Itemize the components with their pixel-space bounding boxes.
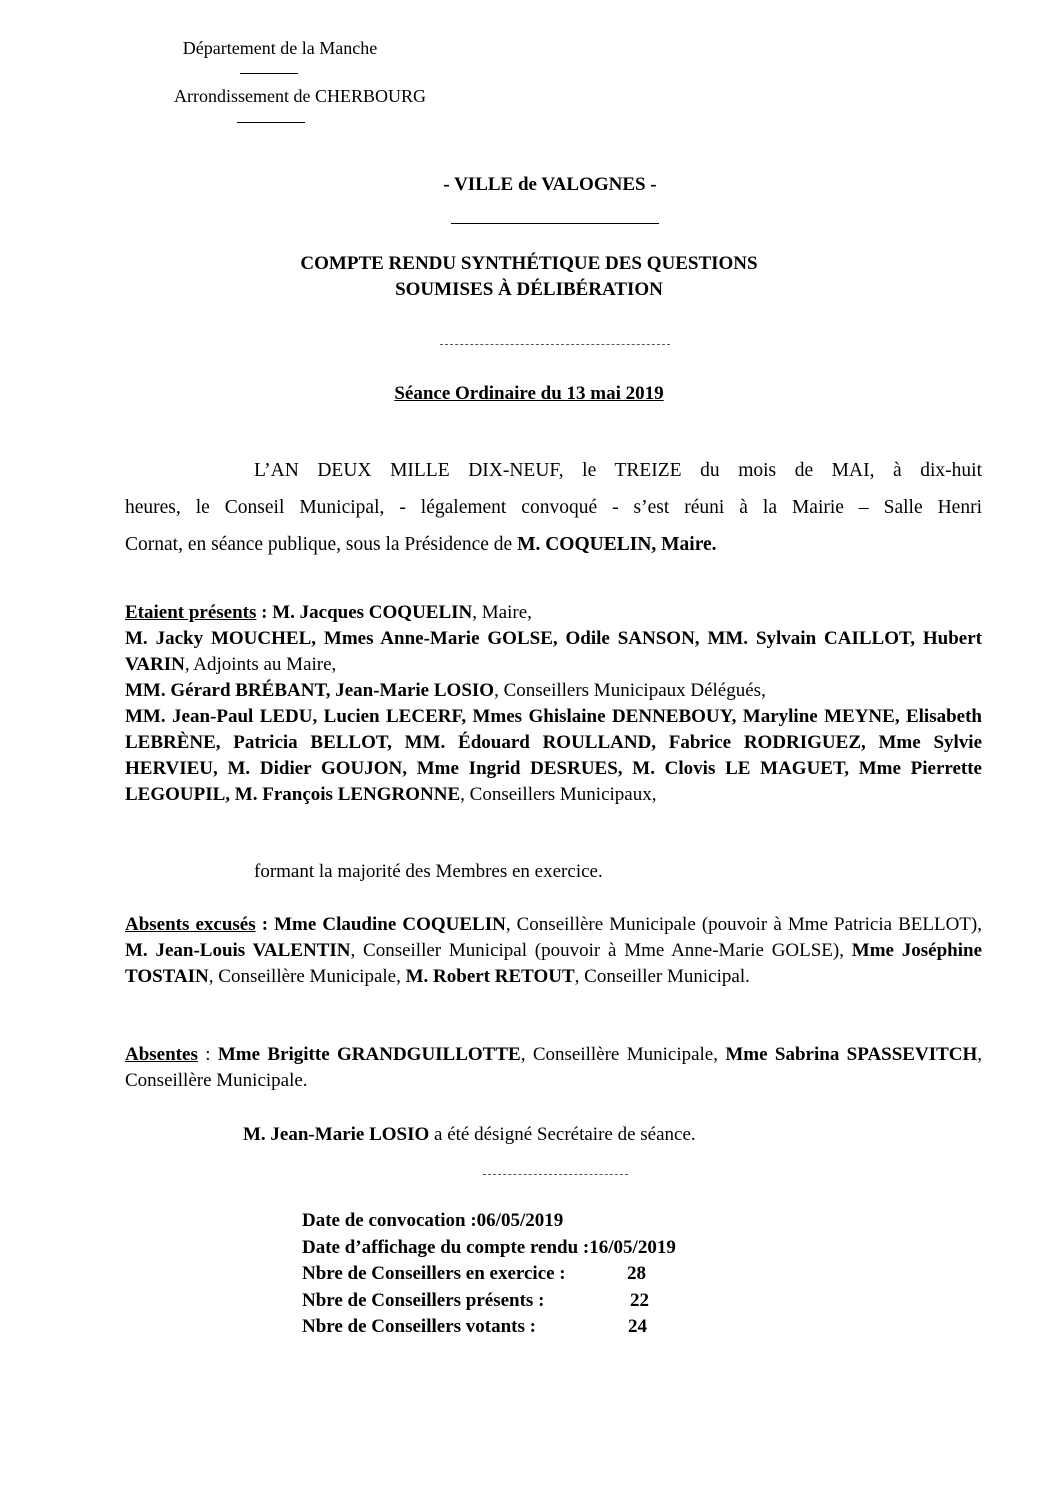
present-mayor-role: , Maire, bbox=[472, 602, 532, 623]
present-delegates: MM. Gérard BRÉBANT, Jean-Marie LOSIO bbox=[125, 680, 495, 701]
town-title: - VILLE de VALOGNES - bbox=[443, 174, 657, 195]
absent-name-1: Mme Brigitte GRANDGUILLOTTE bbox=[217, 1044, 521, 1065]
absent-text-2: , Conseillère Municipale. bbox=[125, 1044, 983, 1091]
summary-value: 06/05/2019 bbox=[476, 1210, 564, 1231]
majority-text: formant la majorité des Membres en exercice. bbox=[254, 861, 603, 882]
present-deputies: M. Jacky MOUCHEL, Mmes Anne-Marie GOLSE, Odile SANSON, MM. Sylvain CAILLOT, Hubert VARIN bbox=[125, 628, 982, 675]
present-deputies-role: , Adjoints au Maire, bbox=[184, 654, 337, 675]
summary-row-posting bbox=[302, 1235, 676, 1262]
summary-label: Nbre de Conseillers présents : bbox=[302, 1289, 545, 1311]
present-councillors: MM. Jean-Paul LEDU, Lucien LECERF, Mmes Ghislaine DENNEBOUY, Maryline MEYNE, Elisabeth LEBRÈNE, Patricia BELLOT, MM. Édouard ROULLAND, Fabrice RODRIGUEZ, Mme Sylvie HERVIEU, M. Didier GOUJON, Mme Ingrid DESRUES, M. Clovis LE MAGUET, Mme Pierrette LEGOUPIL, M. François LENGRONNE bbox=[125, 706, 982, 805]
present-councillors-role: , Conseillers Municipaux, bbox=[460, 784, 657, 805]
session-title: Séance Ordinaire du 13 mai 2019 bbox=[394, 383, 664, 404]
intro-line-3 bbox=[125, 526, 982, 563]
present-line-3 bbox=[125, 678, 982, 704]
present-delegates-role: , Conseillers Municipaux Délégués, bbox=[494, 680, 766, 701]
present-mayor: M. Jacques COQUELIN bbox=[272, 602, 473, 623]
arrondissement-label: Arrondissement de CHERBOURG bbox=[174, 86, 426, 106]
document-title-line2: SOUMISES À DÉLIBÉRATION bbox=[395, 279, 663, 300]
excused-text-3: , Conseillère Municipale, bbox=[208, 966, 406, 987]
excused-name-4: M. Robert RETOUT bbox=[405, 966, 575, 987]
secretary-separator bbox=[483, 1174, 628, 1175]
summary-label: Date d’affichage du compte rendu : bbox=[302, 1236, 590, 1258]
intro-paragraph bbox=[125, 452, 982, 563]
absent-sep: : bbox=[197, 1044, 218, 1065]
summary-label: Date de convocation : bbox=[302, 1210, 477, 1231]
intro-line-3-text: Cornat, en séance publique, sous la Présidence de bbox=[125, 534, 518, 555]
present-sep: : bbox=[256, 602, 273, 623]
arrondissement-underline bbox=[237, 122, 305, 123]
excused-name-1: Mme Claudine COQUELIN bbox=[274, 914, 506, 935]
president-name: M. COQUELIN, Maire. bbox=[517, 534, 717, 555]
present-members-paragraph bbox=[125, 600, 982, 808]
intro-line-2: heures, le Conseil Municipal, - légalement convoqué - s’est réuni à la Mairie – Salle Henri bbox=[125, 497, 982, 518]
summary-row-present bbox=[302, 1288, 676, 1315]
excused-text-4: , Conseiller Municipal. bbox=[574, 966, 750, 987]
present-line-4 bbox=[125, 704, 982, 808]
absent-name-2: Mme Sabrina SPASSEVITCH bbox=[725, 1044, 978, 1065]
summary-row-in-office bbox=[302, 1261, 676, 1288]
summary-label: Nbre de Conseillers en exercice : bbox=[302, 1263, 566, 1284]
summary-value: 24 bbox=[628, 1316, 647, 1337]
summary-row-convocation bbox=[302, 1208, 676, 1235]
excused-text-1: , Conseillère Municipale (pouvoir à Mme Patricia BELLOT), bbox=[505, 914, 982, 935]
absent-paragraph bbox=[125, 1042, 982, 1094]
summary-label: Nbre de Conseillers votants : bbox=[302, 1316, 536, 1337]
secretary-text: a été désigné Secrétaire de séance. bbox=[429, 1124, 696, 1145]
secretary-name: M. Jean-Marie LOSIO bbox=[243, 1124, 430, 1145]
excused-name-3: Mme Joséphine TOSTAIN bbox=[125, 940, 982, 987]
excused-name-2: M. Jean-Louis VALENTIN bbox=[125, 940, 351, 961]
present-label: Etaient présents bbox=[125, 602, 257, 623]
town-underline bbox=[451, 223, 659, 224]
title-separator bbox=[440, 344, 670, 345]
present-line-1 bbox=[125, 600, 982, 626]
summary-block bbox=[302, 1208, 676, 1341]
excused-paragraph bbox=[125, 912, 982, 990]
summary-value: 22 bbox=[630, 1289, 649, 1311]
summary-row-voting bbox=[302, 1314, 676, 1341]
present-line-2 bbox=[125, 626, 982, 678]
secretary-line bbox=[243, 1124, 696, 1146]
absent-label: Absentes bbox=[125, 1044, 198, 1065]
absent-text-1: , Conseillère Municipale, bbox=[520, 1044, 726, 1065]
excused-sep: : bbox=[255, 914, 275, 935]
excused-label: Absents excusés bbox=[125, 914, 256, 935]
excused-text-2: , Conseiller Municipal (pouvoir à Mme Anne-Marie GOLSE), bbox=[350, 940, 852, 961]
department-underline bbox=[240, 73, 298, 74]
intro-line-1: L’AN DEUX MILLE DIX-NEUF, le TREIZE du mois de MAI, à dix-huit bbox=[254, 460, 982, 481]
summary-value: 16/05/2019 bbox=[589, 1236, 676, 1258]
summary-value: 28 bbox=[627, 1263, 646, 1284]
document-title-line1: COMPTE RENDU SYNTHÉTIQUE DES QUESTIONS bbox=[300, 253, 758, 274]
department-label: Département de la Manche bbox=[182, 38, 378, 58]
